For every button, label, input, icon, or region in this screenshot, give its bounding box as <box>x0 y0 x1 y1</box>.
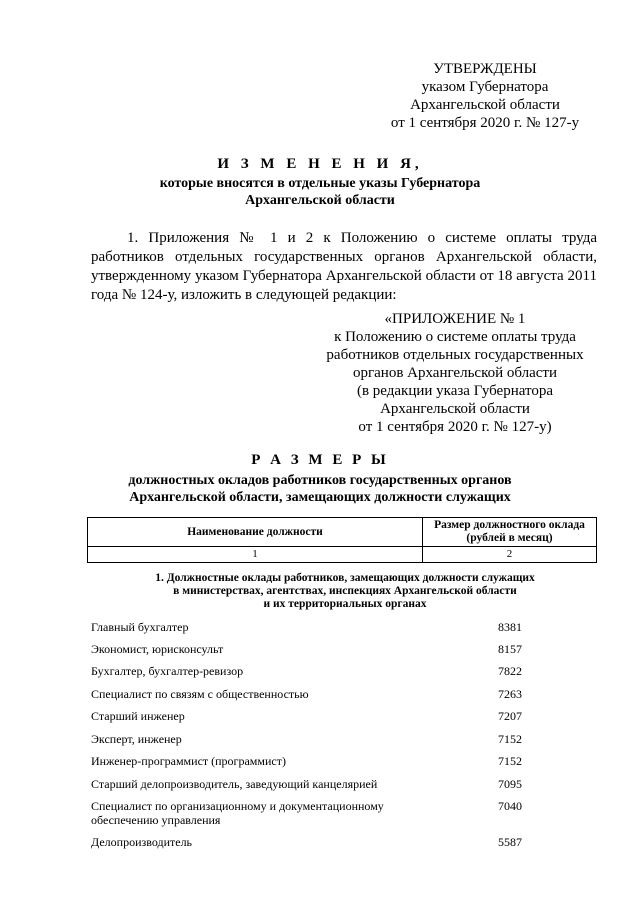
list-item <box>91 687 531 709</box>
sizes-title: Р А З М Е Р Ы <box>251 452 389 468</box>
sizes-subtitle <box>0 472 640 506</box>
list-item <box>91 620 531 642</box>
salary-value: 7152 <box>498 732 522 746</box>
changes-subtitle-line: которые вносятся в отдельные указы Губернатора <box>159 176 481 191</box>
paragraph-text: 1. Приложения № 1 и 2 к Положению о системе оплаты труда работников отдельных государственных органов Архангельской области, утвержденному указом Губернатора Архангельской области от 18 августа 2011 года № 124-у, изложить в следующей редакции: <box>91 230 597 303</box>
col-header-salary-line: Размер должностного оклада <box>434 519 585 531</box>
position-name: Старший делопроизводитель, заведующий канцелярией <box>91 777 378 791</box>
approval-block <box>360 60 610 132</box>
position-name: Экономист, юрисконсульт <box>91 642 224 656</box>
list-item <box>91 664 531 687</box>
changes-subtitle-line: Архангельской области <box>245 193 395 208</box>
approval-line: Архангельской области <box>410 97 560 113</box>
position-name: Делопроизводитель <box>91 835 193 849</box>
appendix-line: Архангельской области <box>380 401 530 417</box>
position-name: Старший инженер <box>91 709 185 723</box>
appendix-line: от 1 сентября 2020 г. № 127-у) <box>358 419 552 435</box>
salary-value: 5587 <box>498 835 522 849</box>
salary-list <box>91 620 531 857</box>
appendix-line: к Положению о системе оплаты труда <box>334 329 576 345</box>
col-number-2: 2 <box>423 547 597 563</box>
appendix-line: (в редакции указа Губернатора <box>356 383 554 399</box>
position-name: Главный бухгалтер <box>91 620 189 634</box>
changes-subtitle <box>0 175 640 209</box>
list-item <box>91 642 531 664</box>
salary-value: 7207 <box>498 709 522 723</box>
col-header-salary-line: (рублей в месяц) <box>466 532 553 544</box>
section-heading-line: 1. Должностные оклады работников, замещающих должности служащих <box>155 572 535 584</box>
position-name: Специалист по связям с общественностью <box>91 687 309 701</box>
list-item <box>91 835 531 857</box>
salary-value: 7040 <box>498 799 522 813</box>
list-item <box>91 799 531 835</box>
approval-line: от 1 сентября 2020 г. № 127-у <box>390 115 580 131</box>
position-name: Бухгалтер, бухгалтер-ревизор <box>91 664 244 678</box>
list-item <box>91 754 531 777</box>
appendix-line: «ПРИЛОЖЕНИЕ № 1 <box>384 311 526 327</box>
position-name: Эксперт, инженер <box>91 732 182 746</box>
col-header-salary <box>423 518 597 547</box>
position-name: Инженер-программист (программист) <box>91 754 286 768</box>
sizes-subtitle-line: Архангельской области, замещающих должности служащих <box>129 490 511 505</box>
section-heading <box>90 572 600 611</box>
section-heading-line: в министерствах, агентствах, инспекциях Архангельской области <box>173 585 517 597</box>
section-heading-line: и их территориальных органах <box>263 598 427 610</box>
salary-value: 7095 <box>498 777 522 791</box>
appendix-line: работников отдельных государственных <box>326 347 584 363</box>
appendix-line: органов Архангельской области <box>352 365 558 381</box>
col-number-1: 1 <box>88 547 423 563</box>
salary-value: 8157 <box>498 642 522 656</box>
list-item <box>91 732 531 754</box>
salary-value: 7822 <box>498 664 522 678</box>
appendix-block <box>310 310 600 436</box>
col-header-position: Наименование должности <box>88 518 423 547</box>
approval-line: указом Губернатора <box>421 79 549 95</box>
list-item <box>91 777 531 799</box>
salary-value: 7152 <box>498 754 522 768</box>
sizes-subtitle-line: должностных окладов работников государственных органов <box>128 473 512 488</box>
changes-title: И З М Е Н Е Н И Я, <box>217 156 423 172</box>
main-paragraph <box>91 229 597 305</box>
position-name: Специалист по организационному и документационному обеспечению управления <box>91 799 384 827</box>
salary-value: 7263 <box>498 687 522 701</box>
list-item <box>91 709 531 732</box>
salary-value: 8381 <box>498 620 522 634</box>
header-table <box>87 517 597 563</box>
approval-line: УТВЕРЖДЕНЫ <box>433 61 537 77</box>
